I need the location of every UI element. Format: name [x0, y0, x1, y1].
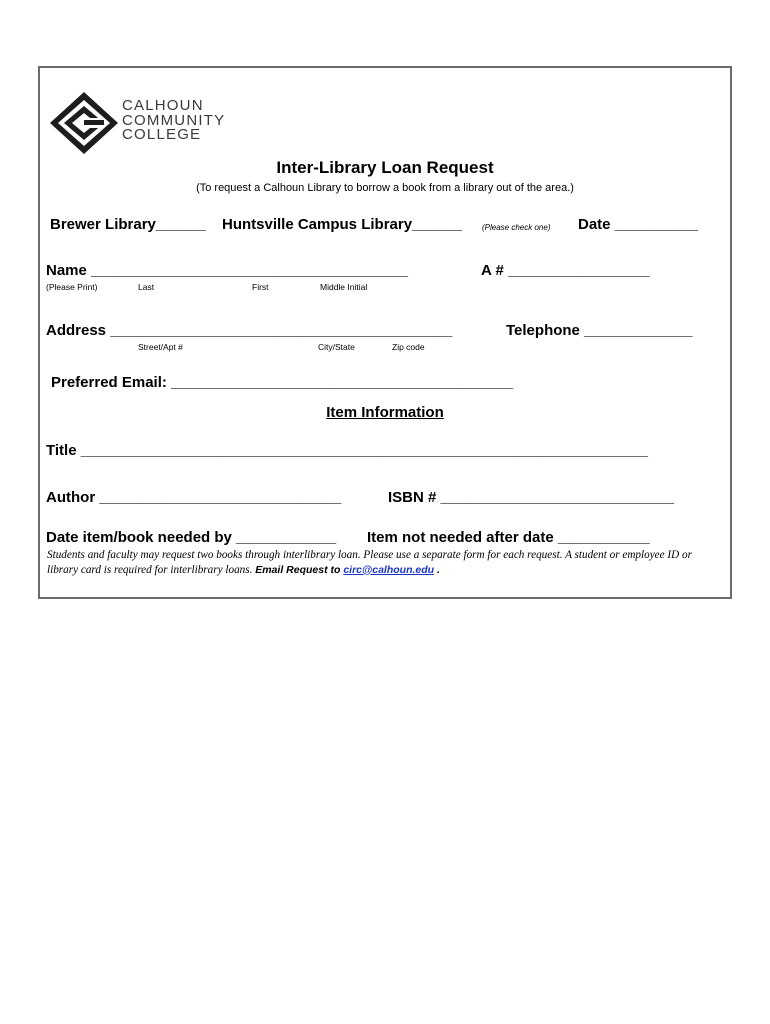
logo-line-2: COMMUNITY [122, 111, 226, 129]
brewer-library-field[interactable]: Brewer Library______ [50, 216, 206, 233]
title-field[interactable]: Title ____________________________________________________________________ [46, 442, 649, 459]
calhoun-logo-icon [48, 90, 120, 156]
street-hint: Street/Apt # [138, 342, 183, 352]
zip-code-hint: Zip code [392, 342, 425, 352]
last-name-hint: Last [138, 282, 155, 292]
email-request-label: Email Request to [255, 563, 344, 576]
needed-by-field[interactable]: Date item/book needed by ____________ [46, 529, 337, 546]
author-field[interactable]: Author _____________________________ [46, 489, 342, 506]
telephone-field[interactable]: Telephone _____________ [506, 322, 693, 339]
not-needed-after-field[interactable]: Item not needed after date ___________ [367, 529, 650, 546]
form-title: Inter-Library Loan Request [276, 158, 494, 177]
city-state-hint: City/State [318, 342, 355, 352]
check-one-hint: (Please check one) [482, 223, 551, 232]
date-field[interactable]: Date __________ [578, 216, 699, 233]
name-field[interactable]: Name ______________________________________ [46, 262, 409, 279]
a-number-field[interactable]: A # _________________ [481, 262, 650, 279]
policy-note-end: . [434, 563, 440, 576]
logo-line-3: COLLEGE [122, 126, 202, 143]
policy-note-text: Students and faculty may request two books through interlibrary loan. Please use a separate form for each request. A student or employee ID or library card is required for interlibrary loans. [47, 549, 692, 576]
huntsville-library-field[interactable]: Huntsville Campus Library______ [222, 216, 463, 233]
logo-line-1: CALHOUN [122, 97, 204, 114]
circ-email-link[interactable]: circ@calhoun.edu [343, 563, 435, 576]
preferred-email-field[interactable]: Preferred Email: _________________________________________ [51, 374, 514, 391]
please-print-hint: (Please Print) [46, 282, 98, 292]
first-name-hint: First [252, 282, 269, 292]
isbn-field[interactable]: ISBN # ____________________________ [388, 489, 675, 506]
middle-initial-hint: Middle Initial [320, 282, 368, 292]
logo-wordmark [122, 99, 225, 143]
form-subtitle: (To request a Calhoun Library to borrow a book from a library out of the area.) [196, 182, 574, 194]
policy-note [47, 548, 723, 577]
address-field[interactable]: Address _________________________________________ [46, 322, 453, 339]
form-frame [38, 66, 732, 599]
item-information-heading: Item Information [326, 404, 444, 421]
